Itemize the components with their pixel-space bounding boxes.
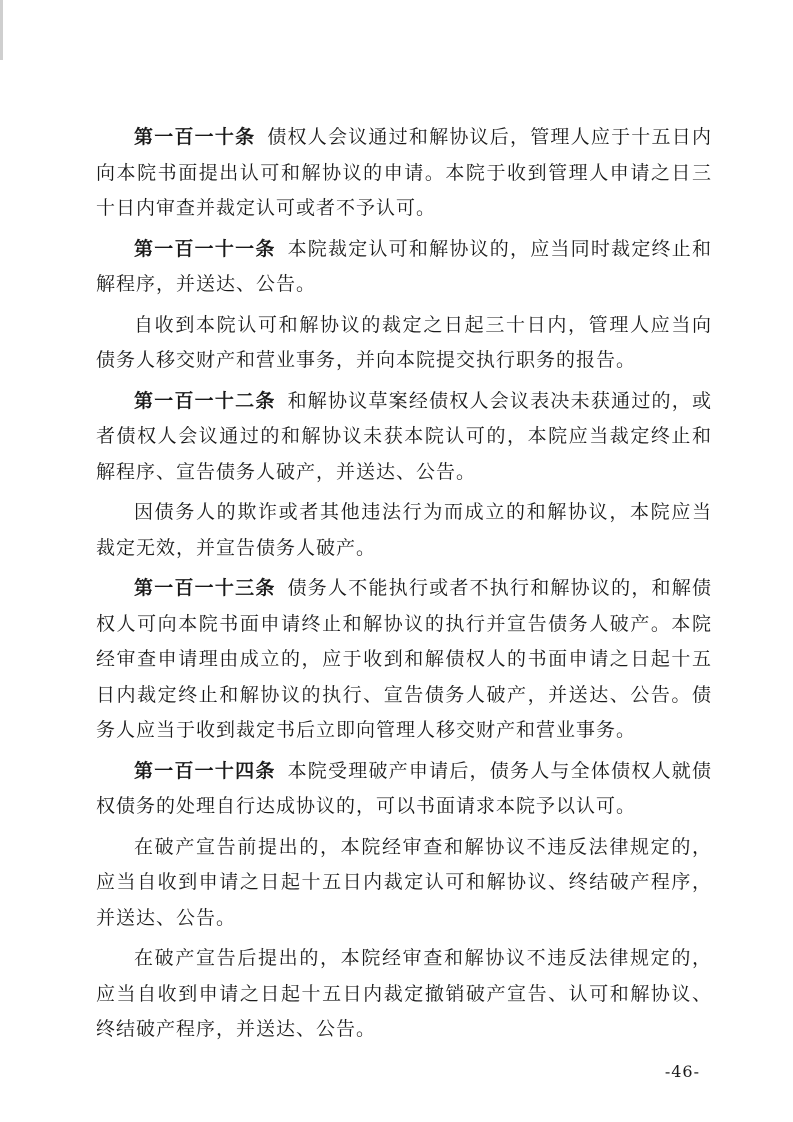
paragraph-article-114 [96,754,712,825]
article-number: 第一百一十二条 [134,389,276,412]
paragraph-article-113 [96,571,712,749]
paragraph-text: 自收到本院认可和解协议的裁定之日起三十日内，管理人应当向债务人移交财产和营业事务，并向本院提交执行职务的报告。 [96,313,712,371]
paragraph-text: 在破产宣告后提出的，本院经审查和解协议不违反法律规定的，应当自收到申请之日起十五日内裁定撤销破产宣告、认可和解协议、终结破产程序，并送达、公告。 [96,947,712,1040]
paragraph-text: 因债务人的欺诈或者其他违法行为而成立的和解协议，本院应当裁定无效，并宣告债务人破产。 [96,501,712,559]
paragraph-article-114-clause-2 [96,830,712,937]
paragraph-article-112-clause-2 [96,495,712,566]
paragraph-text: 在破产宣告前提出的，本院经审查和解协议不违反法律规定的，应当自收到申请之日起十五日内裁定认可和解协议、终结破产程序，并送达、公告。 [96,835,712,929]
article-number: 第一百一十一条 [134,237,276,260]
page-number: -46- [664,1062,700,1081]
paragraph-text: 债务人不能执行或者不执行和解协议的，和解债权人可向本院书面申请终止和解协议的执行并宣告债务人破产。本院经审查申请理由成立的，应于收到和解债权人的书面申请之日起十五日内裁定终止和解协议的执行、宣告债务人破产，并送达、公告。债务人应当于收到裁定书后立即向管理人移交财产和营业事务。 [96,577,712,741]
paragraph-article-110 [96,120,712,227]
article-number: 第一百一十条 [134,126,256,148]
scan-edge-mark [0,0,3,60]
paragraph-text: 本院受理破产申请后，债务人与全体债权人就债权债务的处理自行达成协议的，可以书面请求本院予以认可。 [96,759,712,817]
paragraph-text: 债权人会议通过和解协议后，管理人应于十五日内向本院书面提出认可和解协议的申请。本院于收到管理人申请之日三十日内审查并裁定认可或者不予认可。 [96,126,712,219]
paragraph-article-111 [96,232,712,303]
paragraph-text: 和解协议草案经债权人会议表决未获通过的，或者债权人会议通过的和解协议未获本院认可的，本院应当裁定终止和解程序、宣告债务人破产，并送达、公告。 [96,389,712,483]
paragraph-text: 本院裁定认可和解协议的，应当同时裁定终止和解程序，并送达、公告。 [96,237,712,295]
article-number: 第一百一十三条 [134,577,276,599]
paragraph-article-112 [96,384,712,491]
document-body [96,120,712,1053]
paragraph-article-114-clause-3 [96,941,712,1048]
paragraph-article-111-clause-2 [96,308,712,379]
article-number: 第一百一十四条 [134,759,276,782]
